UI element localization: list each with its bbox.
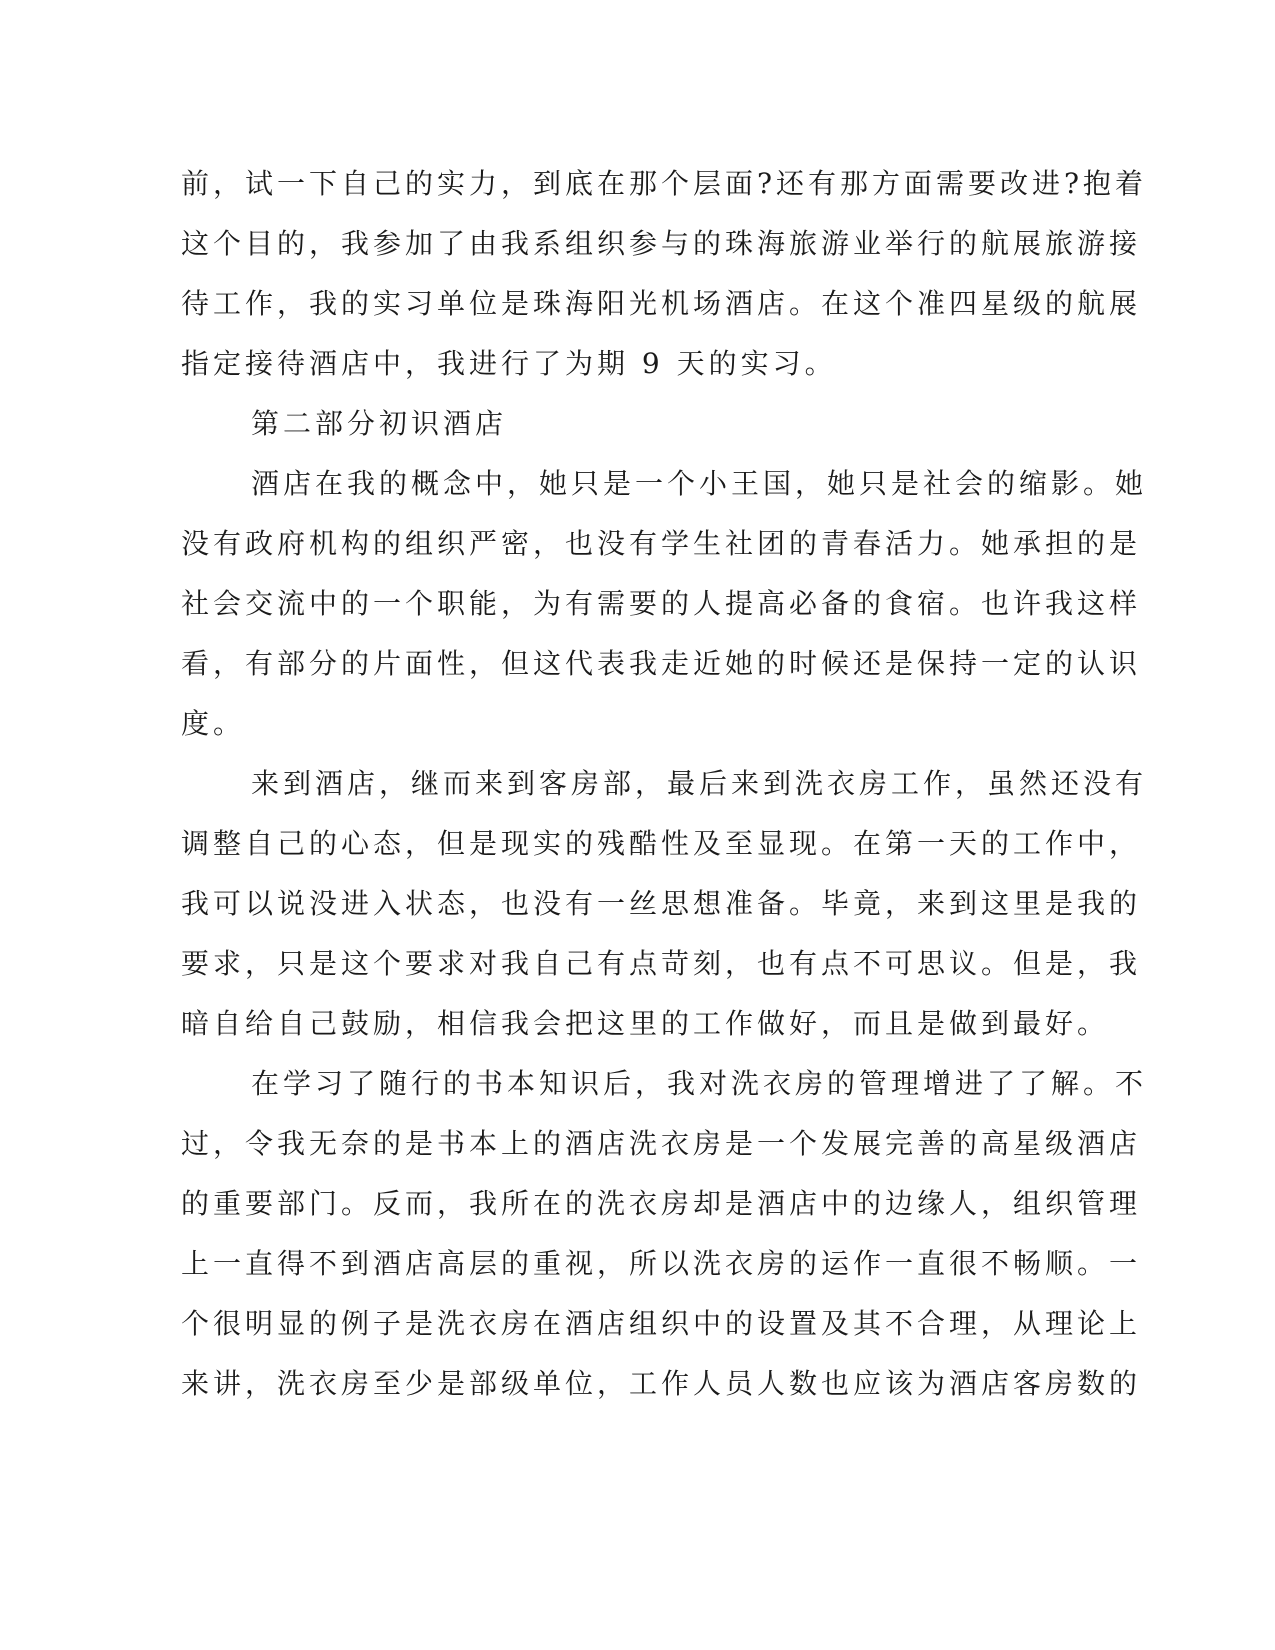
- text-line: 指定接待酒店中，我进行了为期 9 天的实习。: [181, 347, 837, 380]
- text-line: 要求，只是这个要求对我自己有点苛刻，也有点不可思议。但是，我: [181, 947, 1142, 980]
- text-line: 酒店在我的概念中，她只是一个小王国，她只是社会的缩影。她: [251, 467, 1148, 500]
- text-line: 前，试一下自己的实力，到底在那个层面?还有那方面需要改进?抱着: [181, 167, 1148, 200]
- text-line: 看，有部分的片面性，但这代表我走近她的时候还是保持一定的认识: [181, 647, 1142, 680]
- text-line: 来讲，洗衣房至少是部级单位，工作人员人数也应该为酒店客房数的: [181, 1367, 1142, 1400]
- text-line: 的重要部门。反而，我所在的洗衣房却是酒店中的边缘人，组织管理: [181, 1187, 1142, 1220]
- document-body: [181, 154, 1148, 1414]
- text-line: 在学习了随行的书本知识后，我对洗衣房的管理增进了了解。不: [251, 1067, 1148, 1100]
- text-line: 社会交流中的一个职能，为有需要的人提高必备的食宿。也许我这样: [181, 587, 1142, 620]
- text-line: 度。: [181, 707, 246, 740]
- section-heading: 第二部分初识酒店: [251, 407, 508, 440]
- text-line: 上一直得不到酒店高层的重视，所以洗衣房的运作一直很不畅顺。一: [181, 1247, 1142, 1280]
- text-line: 没有政府机构的组织严密，也没有学生社团的青春活力。她承担的是: [181, 527, 1142, 560]
- text-line: 待工作，我的实习单位是珠海阳光机场酒店。在这个准四星级的航展: [181, 287, 1142, 320]
- text-line: 调整自己的心态，但是现实的残酷性及至显现。在第一天的工作中，: [181, 827, 1142, 860]
- text-line: 过，令我无奈的是书本上的酒店洗衣房是一个发展完善的高星级酒店: [181, 1127, 1142, 1160]
- text-line: 来到酒店，继而来到客房部，最后来到洗衣房工作，虽然还没有: [251, 767, 1148, 800]
- text-line: 我可以说没进入状态，也没有一丝思想准备。毕竟，来到这里是我的: [181, 887, 1142, 920]
- text-line: 个很明显的例子是洗衣房在酒店组织中的设置及其不合理，从理论上: [181, 1307, 1142, 1340]
- text-line: 这个目的，我参加了由我系组织参与的珠海旅游业举行的航展旅游接: [181, 227, 1142, 260]
- text-line: 暗自给自己鼓励，相信我会把这里的工作做好，而且是做到最好。: [181, 1007, 1110, 1040]
